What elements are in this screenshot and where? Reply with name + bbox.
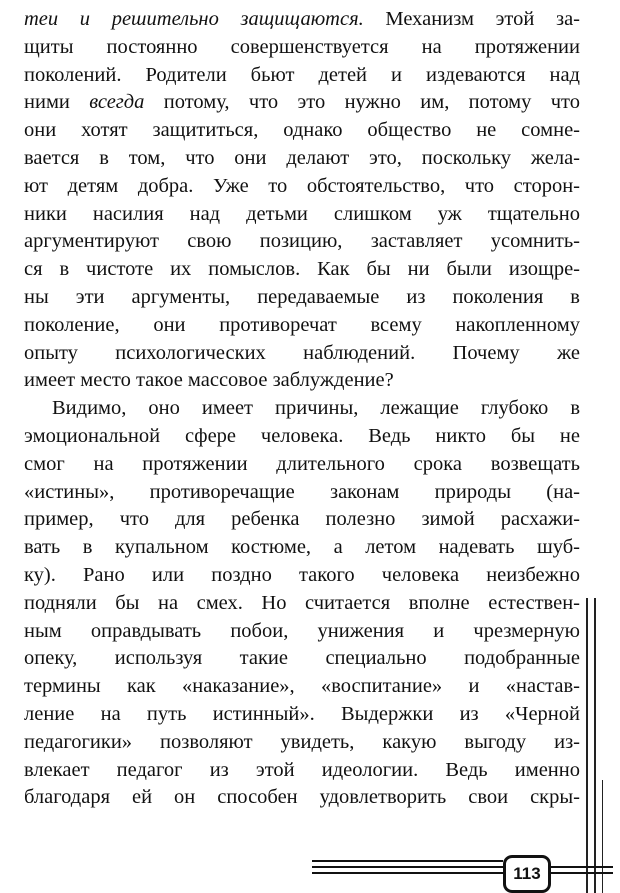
folio-rule [312,872,503,874]
text-run: Механизм этой за- [363,8,580,30]
text-line: смог на протяжении длительного срока возвещать [24,452,580,475]
text-line: опеку, используя такие специально подобранные [24,647,580,670]
text-line: благодаря ей он способен удовлетворить свои скры- [24,786,580,809]
italic-run: всегда [89,91,145,114]
text-line: вать в купальном костюме, а летом надевать шуб- [24,536,580,559]
folio-rule [551,866,613,868]
text-line: имеет место такое массовое заблуждение? [24,369,394,392]
text-run: потому, что это нужно им, потому что [144,91,580,114]
text-line: ны эти аргументы, передаваемые из поколения в [24,285,580,308]
text-line: пример, что для ребенка полезно зимой расхажи- [24,508,580,531]
text-line: поколение, они противоречат всему накопленному [24,313,580,336]
folio-rule [551,872,613,874]
text-line: Видимо, оно имеет причины, лежащие глубоко в [52,397,580,420]
text-line: они хотят защититься, однако общество не сомне- [24,119,580,142]
text-line [24,89,580,117]
text-line: аргументируют свою позицию, заставляет усомнить- [24,230,580,253]
body-text [24,6,580,812]
folio-rule [312,866,503,868]
text-line: ники насилия над детьми слишком уж тщательно [24,202,580,225]
text-line: поколений. Родители бьют детей и издеваются над [24,63,580,86]
margin-rule [594,598,596,893]
margin-rule [602,780,603,893]
text-line: ным оправдывать побои, унижения и чрезмерную [24,619,580,642]
text-line: ку). Рано или поздно такого человека неизбежно [24,563,580,586]
text-line: влекает педагог из этой идеологии. Ведь именно [24,758,580,781]
text-line: «истины», противоречащие законам природы (на- [24,480,580,503]
page-number: 113 [503,855,551,893]
text-run: ними [24,91,90,114]
folio-rule [312,860,503,862]
text-line: щиты постоянно совершенствуется на протяжении [24,35,580,58]
text-line: подняли бы на смех. Но считается вполне естествен- [24,591,580,614]
text-line: педагогики» позволяют увидеть, какую выгоду из- [24,730,580,753]
italic-run: теи и решительно защищаются. [24,8,364,30]
text-line [24,6,580,34]
text-line: термины как «наказание», «воспитание» и «настав- [24,675,580,698]
text-line: ют детям добра. Уже то обстоятельство, что сторон- [24,174,580,197]
text-line: эмоциональной сфере человека. Ведь никто бы не [24,424,580,447]
margin-rule [586,598,588,893]
text-line: ся в чистоте их помыслов. Как бы ни были изощре- [24,258,580,281]
text-line: вается в том, что они делают это, поскольку жела- [24,146,580,169]
text-line: опыту психологических наблюдений. Почему же [24,341,580,364]
text-line: ление на путь истинный». Выдержки из «Черной [24,702,580,725]
